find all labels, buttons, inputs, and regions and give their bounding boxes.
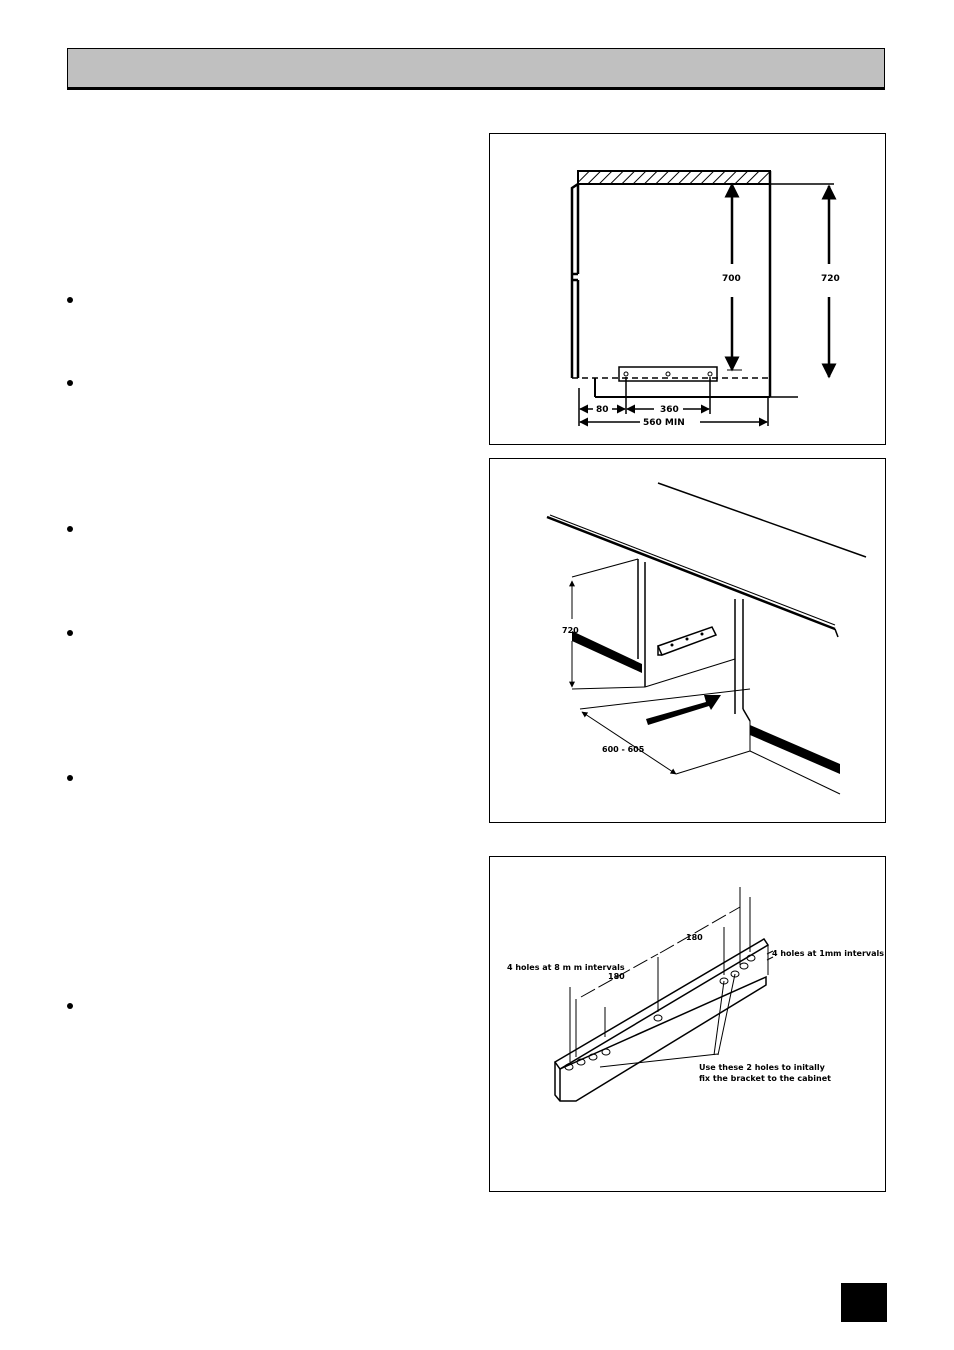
bullet-icon [67,297,73,303]
dim-80-label: 80 [596,405,609,415]
dim-180-top-label: 180 [686,933,703,942]
holes-1mm-label: 4 holes at 1mm intervals [772,949,885,958]
dim-560-label: 560 MIN [643,418,685,428]
bracket [658,627,716,655]
dim-600-605-label: 600 - 605 [602,745,645,754]
dim-720-label: 720 [562,626,579,635]
installation-perspective-diagram [490,459,887,824]
figure-cabinet-dimensions [489,133,886,445]
figure-bracket-detail [489,856,886,1192]
page-number-block [841,1283,887,1322]
worktop [578,171,770,184]
figure-installation-perspective [489,458,886,823]
bullet-icon [67,775,73,781]
bracket-detail-diagram [490,857,887,1193]
bullet-icon [67,630,73,636]
left-plinth [572,631,642,673]
dim-180-left-label: 180 [608,972,625,981]
bullet-icon [67,526,73,532]
holes-8mm-label: 4 holes at 8 m m intervals [507,963,625,972]
bullet-icon [67,1003,73,1009]
section-header-bar [67,48,885,90]
bullet-icon [67,380,73,386]
note-line-1: Use these 2 holes to initally [699,1063,825,1072]
dim-720-label: 720 [821,274,840,284]
cabinet-outline [572,171,770,397]
dim-360-label: 360 [660,405,679,415]
cabinet-dimensions-diagram [490,134,887,446]
note-line-2: fix the bracket to the cabinet [699,1074,831,1083]
bracket [619,367,717,381]
right-plinth [750,725,840,774]
dim-700-label: 700 [722,274,741,284]
